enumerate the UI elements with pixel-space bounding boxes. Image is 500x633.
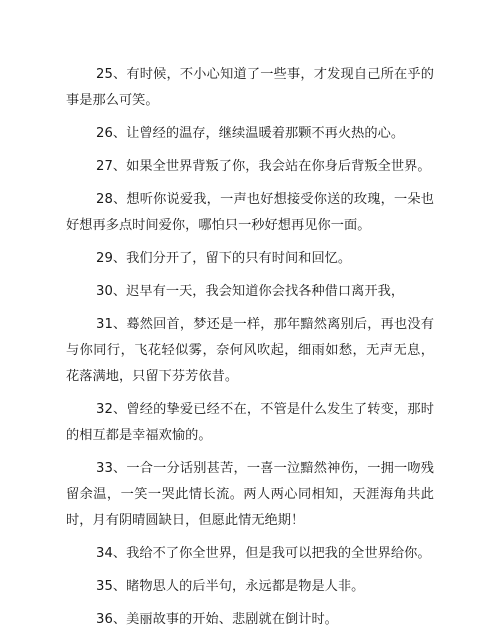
paragraph-33: 33、一合一分话别甚苦，一喜一泣黯然神伤，一拥一吻残留余温，一笑一哭此情长流。两人两心同相知，天涯海角共此时，月有阴晴圆缺日，但愿此情无绝期！ — [66, 461, 434, 528]
paragraph-25: 25、有时候，不小心知道了一些事，才发现自己所在乎的事是那么可笑。 — [66, 67, 434, 108]
paragraph-32: 32、曾经的挚爱已经不在，不管是什么发生了转变，那时的相互都是幸福欢愉的。 — [66, 402, 434, 443]
paragraph-27: 27、如果全世界背叛了你，我会站在你身后背叛全世界。 — [96, 159, 431, 174]
paragraph-36: 36、美丽故事的开始、悲剧就在倒计时。 — [96, 612, 338, 627]
paragraph-26: 26、让曾经的温存，继续温暖着那颗不再火热的心。 — [96, 126, 405, 141]
paragraph-28: 28、想听你说爱我，一声也好想接受你送的玫瑰，一朵也好想再多点时间爱你，哪怕只一秒好想再见你一面。 — [66, 192, 434, 233]
paragraph-34: 34、我给不了你全世界，但是我可以把我的全世界给你。 — [96, 546, 431, 561]
paragraph-29: 29、我们分开了，留下的只有时间和回忆。 — [96, 251, 352, 266]
paragraph-31: 31、蓦然回首，梦还是一样，那年黯然离别后，再也没有与你同行，飞花轻似雾，奈何风吹起，细雨如愁，无声无息，花落满地，只留下芬芳依昔。 — [66, 317, 434, 384]
paragraph-30: 30、迟早有一天，我会知道你会找各种借口离开我， — [96, 284, 405, 299]
paragraph-35: 35、睹物思人的后半句，永远都是物是人非。 — [96, 579, 365, 594]
